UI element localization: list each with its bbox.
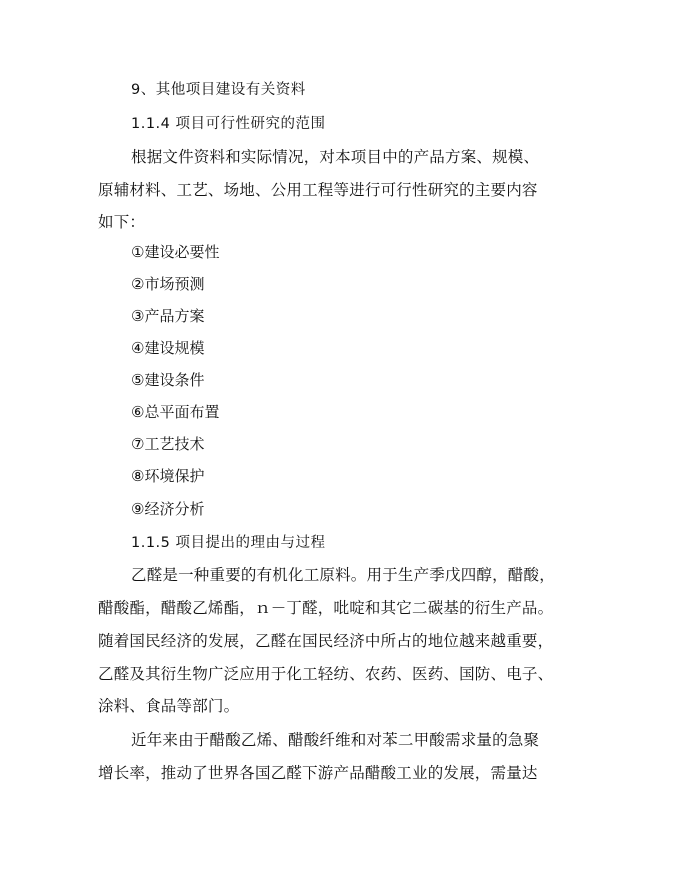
para1-line-1: 乙醛是一种重要的有机化工原料。用于生产季戊四醇，醋酸， <box>131 566 555 584</box>
list-item: ⑦工艺技术 <box>131 435 205 453</box>
list-item: ④建设规模 <box>131 339 205 357</box>
para1-line-3: 随着国民经济的发展，乙醛在国民经济中所占的地位越来越重要， <box>98 632 554 650</box>
section-1-1-5-title: 1.1.5 项目提出的理由与过程 <box>131 535 326 551</box>
list-item: ②市场预测 <box>131 275 205 293</box>
para2-line-2: 增长率，推动了世界各国乙醛下游产品醋酸工业的发展，需量达 <box>98 764 538 782</box>
intro-line-3: 如下： <box>98 213 146 231</box>
para1-line-5: 涂料、食品等部门。 <box>98 697 240 715</box>
section-1-1-4-title: 1.1.4 项目可行性研究的范围 <box>131 116 326 132</box>
list-item: ⑧环境保护 <box>131 467 205 485</box>
para1-line-2: 醋酸酯，醋酸乙烯酯，ｎ－丁醛，吡啶和其它二碳基的衍生产品。 <box>98 599 554 617</box>
list-item: ⑥总平面布置 <box>131 403 220 421</box>
list-item: ⑤建设条件 <box>131 371 205 389</box>
para1-line-4: 乙醛及其衍生物广泛应用于化工轻纺、农药、医药、国防、电子、 <box>98 665 554 683</box>
heading-9: 9、其他项目建设有关资料 <box>131 82 306 98</box>
para2-line-1: 近年来由于醋酸乙烯、醋酸纤维和对苯二甲酸需求量的急聚 <box>131 731 540 749</box>
list-item: ⑨经济分析 <box>131 500 205 518</box>
list-item: ①建设必要性 <box>131 243 220 261</box>
intro-line-2: 原辅材料、工艺、场地、公用工程等进行可行性研究的主要内容 <box>98 181 538 199</box>
intro-line-1: 根据文件资料和实际情况，对本项目中的产品方案、规模、 <box>131 148 540 166</box>
list-item: ③产品方案 <box>131 307 205 325</box>
